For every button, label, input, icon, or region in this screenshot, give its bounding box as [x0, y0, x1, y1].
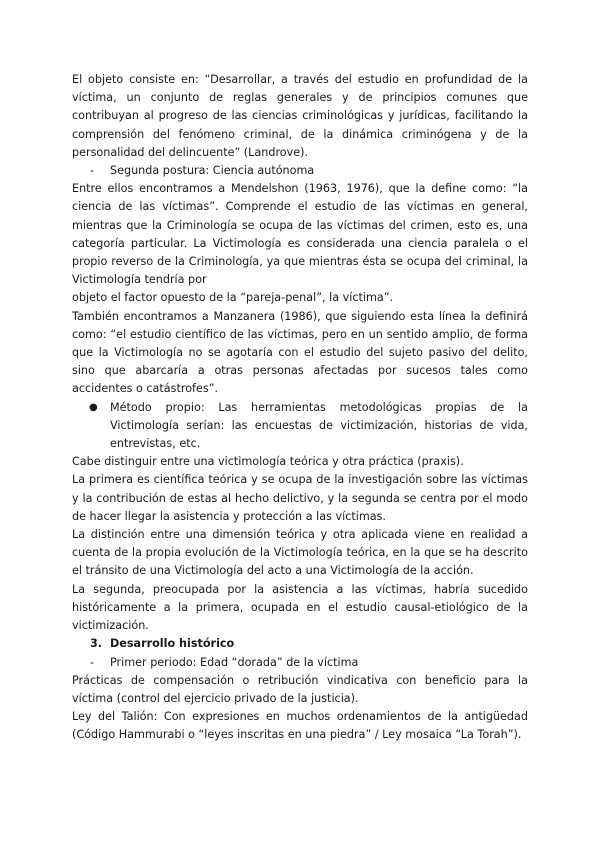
paragraph-ley-talion: Ley del Talión: Con expresiones en muchos ordenamientos de la antigüedad (Código Hammurabi o “leyes inscritas en una piedra” / Ley mosaica “La Torah”).	[72, 710, 528, 742]
paragraph-distincion: La distinción entre una dimensión teórica y otra aplicada viene en realidad a cuenta de la propia evolución de la Victimología teórica, en la que se ha descrito el tránsito de una Victimología del acto a una Victimología de la acción.	[72, 528, 528, 578]
heading-text: Desarrollo histórico	[110, 637, 235, 651]
paragraph-primera: La primera es científica teórica y se ocupa de la investigación sobre las víctimas y la contribución de estas al hecho delictivo, y la segunda se centra por el modo de hacer llegar la asistencia y protección a las víctimas.	[72, 473, 528, 523]
bullet-marker: ●	[89, 401, 98, 413]
paragraph-objeto: El objeto consiste en: “Desarrollar, a través del estudio en profundidad de la víctima, un conjunto de reglas generales y de principios comunes que contribuyan al progreso de las ciencias criminológicas y jurídicas, facilitando la comprensión del fenómeno criminal, de la dinámica criminógena y de la personalidad del delincuente” (Landrove).	[72, 73, 528, 159]
list-item-metodo-propio	[72, 399, 528, 454]
heading-number: 3.	[90, 637, 103, 651]
dash-marker: -	[90, 164, 95, 178]
paragraph-segunda: La segunda, preocupada por la asistencia a las víctimas, habría sucedido históricamente a la primera, ocupada en el estudio causal-etiológico de la victimización.	[72, 582, 528, 633]
list-item-text: Segunda postura: Ciencia autónoma	[110, 164, 315, 178]
paragraph-manzanera: También encontramos a Manzanera (1986), que siguiendo esta línea la definirá como: “el estudio científico de las víctimas, pero en un sentido amplio, de forma que la Victimología no se agotaría con el estudio del sujeto pasivo del delito, sino que abarcaría a otras personas afectadas por sucesos tales como accidentes o catástrofes”.	[72, 309, 528, 396]
list-item-text: Método propio: Las herramientas metodológicas propias de la Victimología serían: las encuestas de victimización, historias de vida, entrevistas, etc.	[110, 400, 528, 451]
paragraph-mendelshon-cont: objeto el factor opuesto de la “pareja-penal”, la víctima”.	[72, 291, 394, 305]
section-heading-desarrollo-historico	[72, 635, 528, 653]
list-item-primer-periodo	[72, 654, 528, 672]
dash-marker: -	[90, 655, 95, 669]
list-item-segunda-postura	[72, 162, 528, 180]
paragraph-distinguir: Cabe distinguir entre una victimología teórica y otra práctica (praxis).	[72, 455, 464, 469]
paragraph-practicas: Prácticas de compensación o retribución vindicativa con beneficio para la víctima (control del ejercicio privado de la justicia).	[72, 673, 528, 705]
list-item-text: Primer periodo: Edad “dorada” de la víctima	[110, 655, 359, 669]
paragraph-mendelshon: Entre ellos encontramos a Mendelshon (1963, 1976), que la define como: “la ciencia de las víctimas”. Comprende el estudio de las víctimas en general, mientras que la Criminología se ocupa de las víctimas del crimen, esto es, una categoría particular. La Victimología es considerada una ciencia paralela o el propio reverso de la Criminología, ya que mientras ésta se ocupa del criminal, la Victimología tendría por	[72, 182, 528, 287]
